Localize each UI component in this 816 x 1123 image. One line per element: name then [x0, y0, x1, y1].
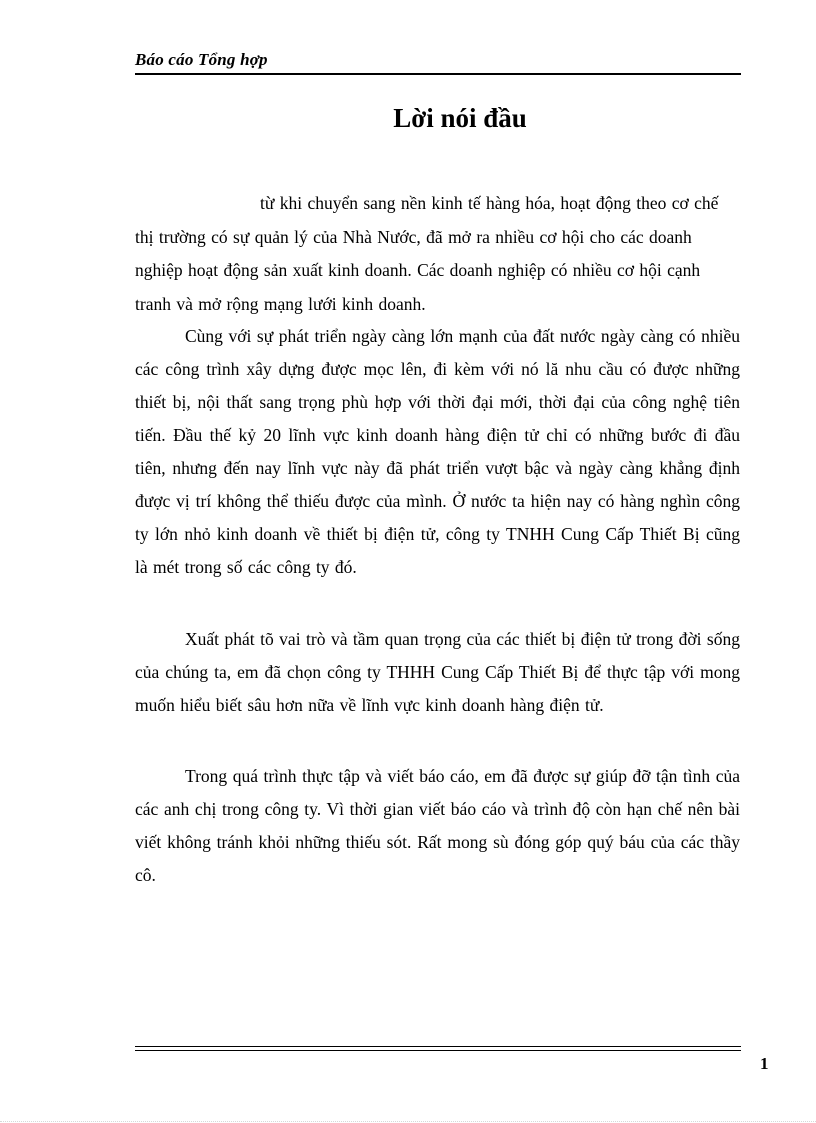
paragraph-intro: từ khi chuyển sang nền kinh tế hàng hóa, hoạt động theo cơ chế thị trường có sự quản lý của Nhà Nước, đã mở ra nhiều cơ hội cho các doanh nghiệp hoạt động sản xuất kinh doanh. Các doanh nghiệp có nhiều cơ hội cạnh tranh và mở rộng mạng lưới kinh doanh. [135, 193, 719, 314]
paragraph-acknowledgement: Trong quá trình thực tập và viết báo cáo, em đã được sự giúp đỡ tận tình của các anh chị trong công ty. Vì thời gian viết báo cáo và trình độ còn hạn chế nên bài viết không tránh khỏi những thiếu sót. Rất mong sù đóng góp quý báu của các thầy cô. [135, 766, 740, 885]
paragraph-development: Cùng với sự phát triển ngày càng lớn mạnh của đất nước ngày càng có nhiều các công trình xây dựng được mọc lên, đi kèm với nó lă nhu cầu có được những thiết bị, nội thất sang trọng phù hợp với thời đại mới, thời đại của công nghệ tiên tiến. Đầu thế kỷ 20 lĩnh vực kinh doanh hàng điện tử chỉ có những bước đi đầu tiên, nhưng đến nay lĩnh vực này đã phát triển vượt bậc và ngày càng khẳng định được vị trí không thể thiếu được của mình. Ở nước ta hiện nay có hàng nghìn công ty lớn nhỏ kinh doanh về thiết bị điện tử, công ty TNHH Cung Cấp Thiết Bị cũng là mét trong số các công ty đó. [135, 326, 740, 577]
header-title: Báo cáo Tổng hợp [135, 50, 268, 69]
page-bottom-edge [0, 1121, 816, 1122]
paragraph-motivation: Xuất phát tõ vai trò và tầm quan trọng của các thiết bị điện tử trong đời sống của chúng ta, em đã chọn công ty THHH Cung Cấp Thiết Bị để thực tập với mong muốn hiểu biết sâu hơn nữa về lĩnh vực kinh doanh hàng điện tử. [135, 629, 740, 715]
page-header [135, 48, 741, 75]
footer-divider [135, 1046, 741, 1051]
page-number: 1 [760, 1054, 769, 1073]
document-title: Lời nói đầu [393, 103, 527, 133]
